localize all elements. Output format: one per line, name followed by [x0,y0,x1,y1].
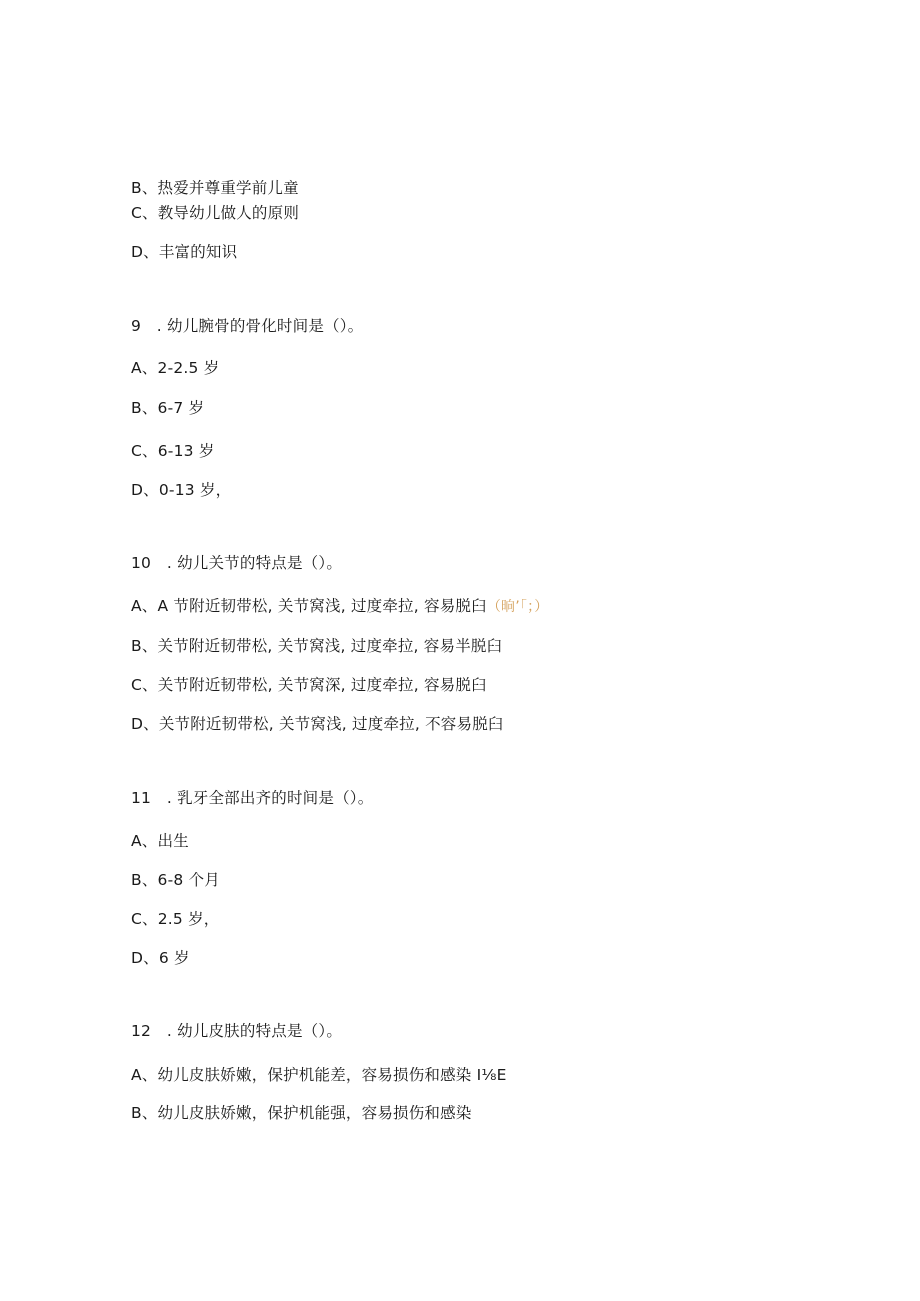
q11-option-c: C、2.5 岁， [131,910,220,928]
q12-option-b: B、幼儿皮肤娇嫩，保护机能强，容易损伤和感染 [131,1104,472,1122]
q10-stem: 10 . 幼儿关节的特点是（）。 [131,554,343,572]
q9-option-b: B、6-7 岁 [131,399,205,417]
q12-option-a: A、幼儿皮肤娇嫩，保护机能差，容易损伤和感染 I⅛E [131,1066,507,1084]
q10-option-d: D、关节附近韧带松, 关节窝浅, 过度牵拉, 不容易脱臼 [131,715,504,733]
q8-option-d: D、丰富的知识 [131,243,238,261]
q9-option-c: C、6-13 岁 [131,442,215,460]
q9-stem: 9 . 幼儿腕骨的骨化时间是（）。 [131,317,364,335]
q11-option-d: D、6 岁 [131,949,190,967]
q10-option-a [131,596,548,617]
q10-option-a-text: A、A 节附近韧带松, 关节窝浅, 过度牵拉, 容易脱臼 [131,597,487,615]
q11-option-b: B、6-8 个月 [131,871,220,889]
q10-option-a-note: （晌’「；） [486,599,549,615]
q10-option-c: C、关节附近韧带松, 关节窝深, 过度牵拉, 容易脱臼 [131,676,487,694]
q9-option-d: D、0-13 岁， [131,481,232,499]
q11-stem: 11 . 乳牙全部出齐的时间是（）。 [131,789,374,807]
q12-stem: 12 . 幼儿皮肤的特点是（）。 [131,1022,343,1040]
q11-option-a: A、出生 [131,832,189,850]
q8-option-b: B、热爱并尊重学前儿童 [131,179,299,197]
q10-option-b: B、关节附近韧带松, 关节窝浅, 过度牵拉, 容易半脱臼 [131,637,503,655]
q9-option-a: A、2-2.5 岁 [131,359,220,377]
q8-option-c: C、教导幼儿做人的原则 [131,204,300,222]
